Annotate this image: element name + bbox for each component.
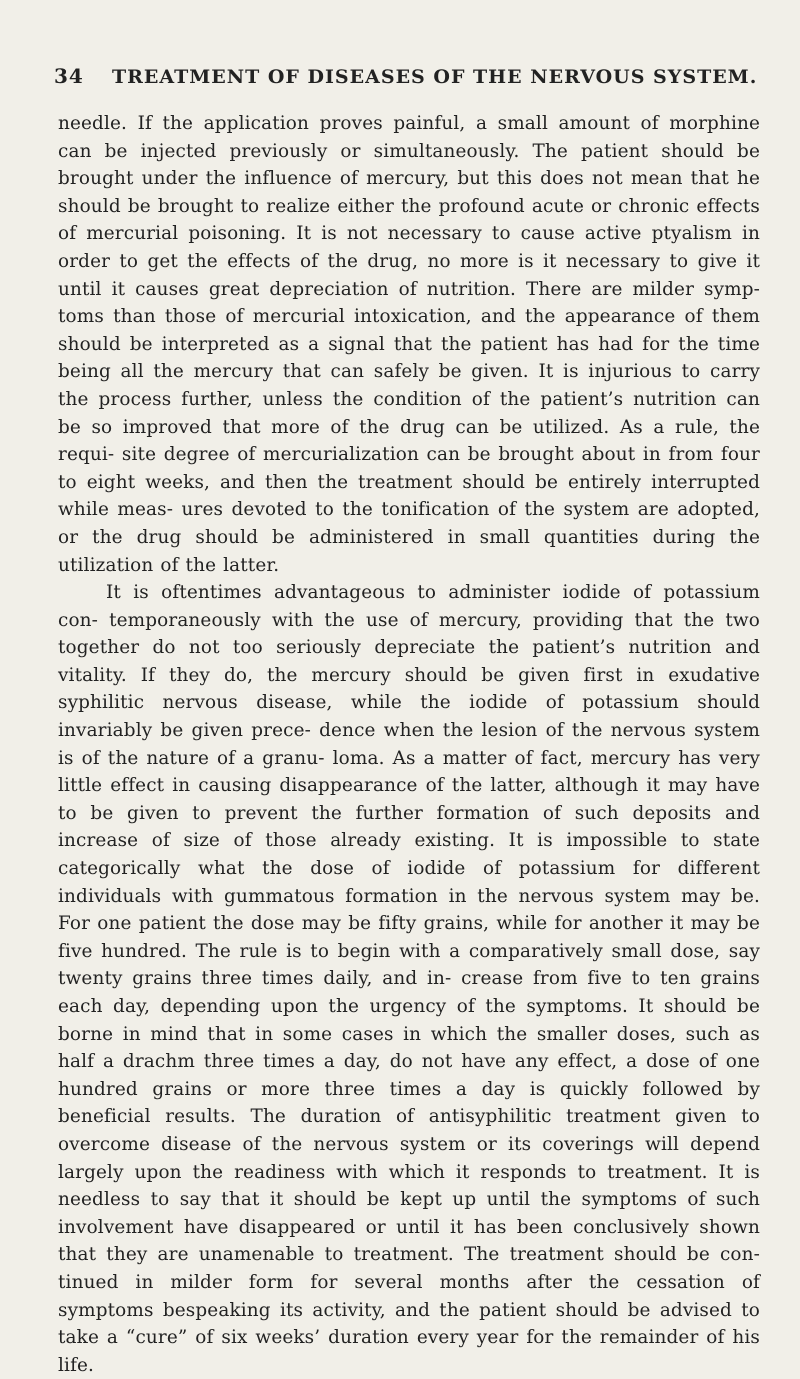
running-head [54,64,762,92]
page-number: 34 [54,64,84,88]
running-title: TREATMENT OF DISEASES OF THE NERVOUS SYSTEM. [112,66,758,88]
body-text [58,110,760,1379]
paragraph-continuation: needle. If the application proves painful, a small amount of morphine can be injected previously or simultaneously. The patient should be brought under the influence of mercury, but this does not mean that he should be brought to realize either the profound acute or chronic effects of mercurial poisoning. It is not necessary to cause active ptyalism in order to get the effects of the drug, no more is it necessary to give it until it causes great depreciation of nutrition. There are milder symp- toms than those of mercurial intoxication, and the appearance of them should be interpreted as a signal that the patient has had for the time being all the mercury that can safely be given. It is injurious to carry the process further, unless the condition of the patient’s nutrition can be so improved that more of the drug can be utilized. As a rule, the requi- site degree of mercurialization can be brought about in from four to eight weeks, and then the treatment should be entirely interrupted while meas- ures devoted to the tonification of the system are adopted, or the drug should be administered in small quantities during the utilization of the latter. [58,113,760,576]
paragraph-iodide-treatment: It is oftentimes advantageous to administer iodide of potassium con- temporaneously with the use of mercury, providing that the two together do not too seriously depreciate the patient’s nutrition and vitality. If they do, the mercury should be given first in exudative syphilitic nervous disease, while the iodide of potassium should invariably be given prece- dence when the lesion of the nervous system is of the nature of a granu- loma. As a matter of fact, mercury has very little effect in causing disappearance of the latter, although it may have to be given to prevent the further formation of such deposits and increase of size of those already existing. It is impossible to state categorically what the dose of iodide of potassium for different individuals with gummatous formation in the nervous system may be. For one patient the dose may be fifty grains, while for another it may be five hundred. The rule is to begin with a comparatively small dose, say twenty grains three times daily, and in- crease from five to ten grains each day, depending upon the urgency of the symptoms. It should be borne in mind that in some cases in which the smaller doses, such as half a drachm three times a day, do not have any effect, a dose of one hundred grains or more three times a day is quickly followed by beneficial results. The duration of antisyphilitic treatment given to overcome disease of the nervous system or its coverings will depend largely upon the readiness with which it responds to treatment. It is needless to say that it should be kept up until the symptoms of such involvement have disappeared or until it has been conclusively shown that they are unamenable to treatment. The treatment should be con- tinued in milder form for several months after the cessation of symptoms bespeaking its activity, and the patient should be advised to take a “cure” of six weeks’ duration every year for the remainder of his life. [58,582,760,1376]
